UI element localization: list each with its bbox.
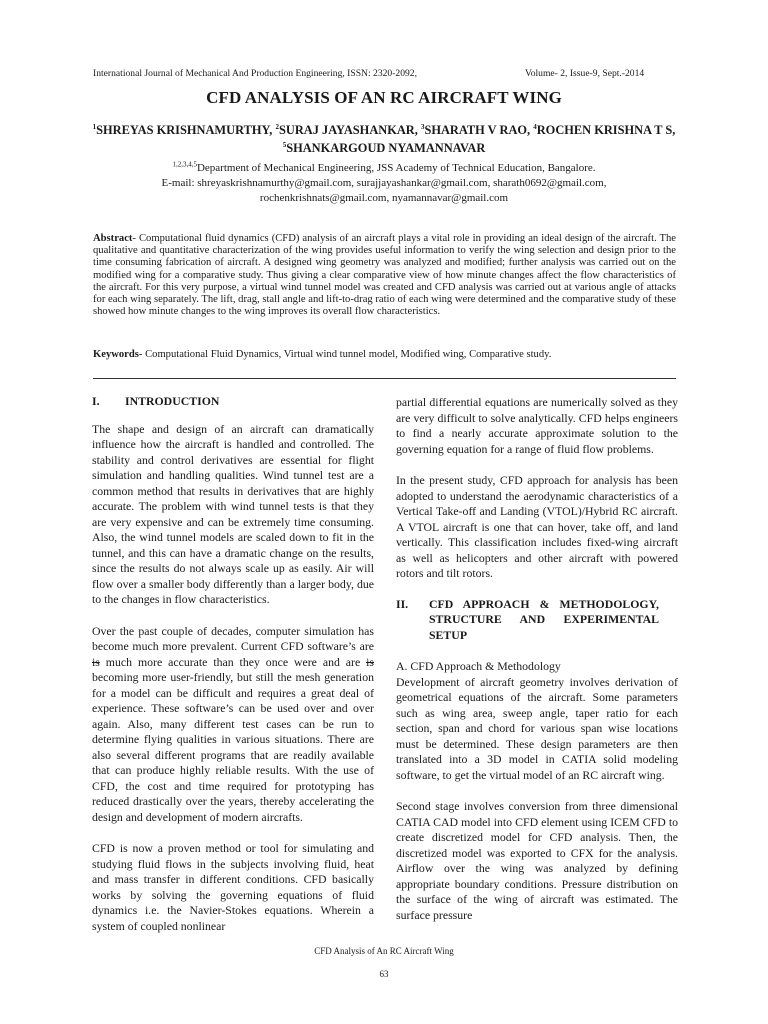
author-sup: 5 (282, 140, 287, 149)
paper-title: CFD ANALYSIS OF AN RC AIRCRAFT WING (206, 88, 562, 107)
text-run: Over the past couple of decades, computer simulation has become much more prevalent. Current CFD software’s are (92, 623, 374, 653)
email-line-2: rochenkrishnats@gmail.com, nyamannavar@gmail.com (259, 192, 509, 204)
volume-header: Volume- 2, Issue-9, Sept.-2014 (525, 68, 645, 79)
methodology-paragraph-2: Second stage involves conversion from three dimensional CATIA CAD model into CFD element using ICEM CFD to create discretized model for CFD analysis. Then, the discretized model was exported to CFX for the analysis. Airflow over the wing was analyzed by defining appropriate boundary conditions. Pressure distribution on the surface of the wing of aircraft was estimated. The surface pressure (396, 799, 678, 922)
author-name: ROCHEN KRISHNA T S, (536, 123, 676, 137)
department-text: Department of Mechanical Engineering, JSS Academy of Technical Education, Bangalore. (196, 162, 596, 174)
author-sup: 3 (420, 122, 425, 131)
author-name: SURAJ JAYASHANKAR, (279, 123, 421, 137)
struck-text: is (366, 654, 374, 669)
section-heading-introduction (92, 394, 374, 410)
affiliation (90, 161, 678, 206)
affiliation-sup: 1,2,3,4,5 (172, 160, 197, 169)
author-name: SHARATH V RAO, (424, 123, 534, 137)
author-list (90, 121, 678, 157)
author-name: SHANKARGOUD NYAMANNAVAR (286, 141, 486, 155)
abstract-text: - Computational fluid dynamics (CFD) analysis of an aircraft plays a vital role in providing an ideal design of the aircraft. The qualitative and quantitative characterization of the wing provides useful information to verify the wing selection and design prior to the time consuming fabrication of aircraft. A designed wing geometry was analyzed and modified; further analysis was carried out on the modified wing for a comparative study. Thus giving a clear comparative view of how minute changes affect the flow characteristics of the aircraft. For this very purpose, a virtual wind tunnel model was created and CFD analysis was carried out at various angle of attacks for each wing separately. The lift, drag, stall angle and lift-to-drag ratio of each wing were determined and the comparative study of these showed how minute changes to the wing improves its overall flow characteristics. (93, 233, 676, 318)
methodology-paragraph-1: Development of aircraft geometry involves derivation of geometrical equations of the aircraft. Some parameters such as wing area, sweep angle, taper ratio for each section, span and chord for various span wise locations must be determined. These design parameters are then translated into a 3D model in CATIA solid modeling software, to get the virtual model of an RC aircraft wing. (396, 674, 678, 782)
text-run: becoming more user-friendly, but still the mesh generation for a model can be difficult and requires a great deal of experience. These software’s can be used over and over again. Also, many different test cases can be run to determine flying qualities in various situations. There are also several different programs that are readily available that can produce highly reliable results. With the use of CFD, the cost and time required for prototyping has reduced drastically over the years, thereby accelerating the design and development of modern aircrafts. (92, 670, 374, 824)
keywords (93, 349, 676, 360)
intro-paragraph-3: CFD is now a proven method or tool for simulating and studying fluid flows in the subjects involving fluid, heat and mass transfer in different conditions. CFD basically works by solving the governing equations of fluid dynamics i.e. the Navier-Stokes equations. Wherein a system of coupled nonlinear (92, 841, 374, 933)
author-sup: 4 (533, 122, 537, 131)
author-sup: 1 (92, 122, 97, 131)
section-title: CFD APPROACH & METHODOLOGY, STRUCTURE AND EXPERIMENTAL SETUP (429, 596, 659, 642)
page-number: 63 (379, 969, 389, 979)
subsection-heading: A. CFD Approach & Methodology (396, 659, 561, 673)
text-run: much more accurate than they once were and are (99, 654, 367, 669)
abstract (93, 233, 676, 318)
intro-paragraph-4: partial differential equations are numerically solved as they are very difficult to solve analytically. CFD helps engineers to find a nearly accurate approximate solution to the governing equation for a range of fluid flow problems. (396, 395, 678, 456)
right-column (396, 395, 678, 923)
section-number: I. (92, 394, 100, 408)
journal-header: International Journal of Mechanical And Production Engineering, ISSN: 2320-2092, (93, 68, 417, 79)
keywords-label: Keywords (93, 349, 139, 360)
author-sup: 2 (275, 122, 279, 131)
section-divider (93, 378, 676, 379)
section-number: II. (396, 596, 409, 611)
email-line-1: E-mail: shreyaskrishnamurthy@gmail.com, surajjayashankar@gmail.com, sharath0692@gmail.com, (161, 177, 607, 189)
keywords-text: - Computational Fluid Dynamics, Virtual wind tunnel model, Modified wing, Comparative study. (138, 349, 552, 360)
intro-paragraph-1: The shape and design of an aircraft can dramatically influence how the aircraft is handled and controlled. The stability and control derivatives are essential for flight simulation and handling qualities. Wind tunnel test are a common method that results in derivatives that are highly accurate. The problem with wind tunnel tests is that they are very expensive and can be extremely time consuming. Also, the wind tunnel models are scaled down to fit in the tunnel, and this can have a dramatic change on the results, since the results do not always scale up as easily. Air will flow over a smaller body differently than a larger body, due to the changes in flow characteristics. (92, 421, 374, 606)
department-line (90, 161, 678, 176)
section-heading-methodology (396, 597, 678, 644)
author-name: SHREYAS KRISHNAMURTHY, (96, 123, 276, 137)
running-footer: CFD Analysis of An RC Aircraft Wing (314, 946, 454, 956)
intro-paragraph-5: In the present study, CFD approach for analysis has been adopted to understand the aerodynamic characteristics of a Vertical Take-off and Landing (VTOL)/Hybrid RC aircraft. A VTOL aircraft is one that can hover, take off, and land vertically. This classification includes fixed-wing aircraft as well as helicopters and other aircraft with powered rotors and tilt rotors. (396, 473, 678, 580)
abstract-label: Abstract (93, 233, 133, 244)
struck-text: is (92, 654, 100, 669)
section-title: INTRODUCTION (125, 394, 220, 408)
intro-paragraph-2 (92, 624, 374, 826)
left-column (92, 394, 374, 934)
